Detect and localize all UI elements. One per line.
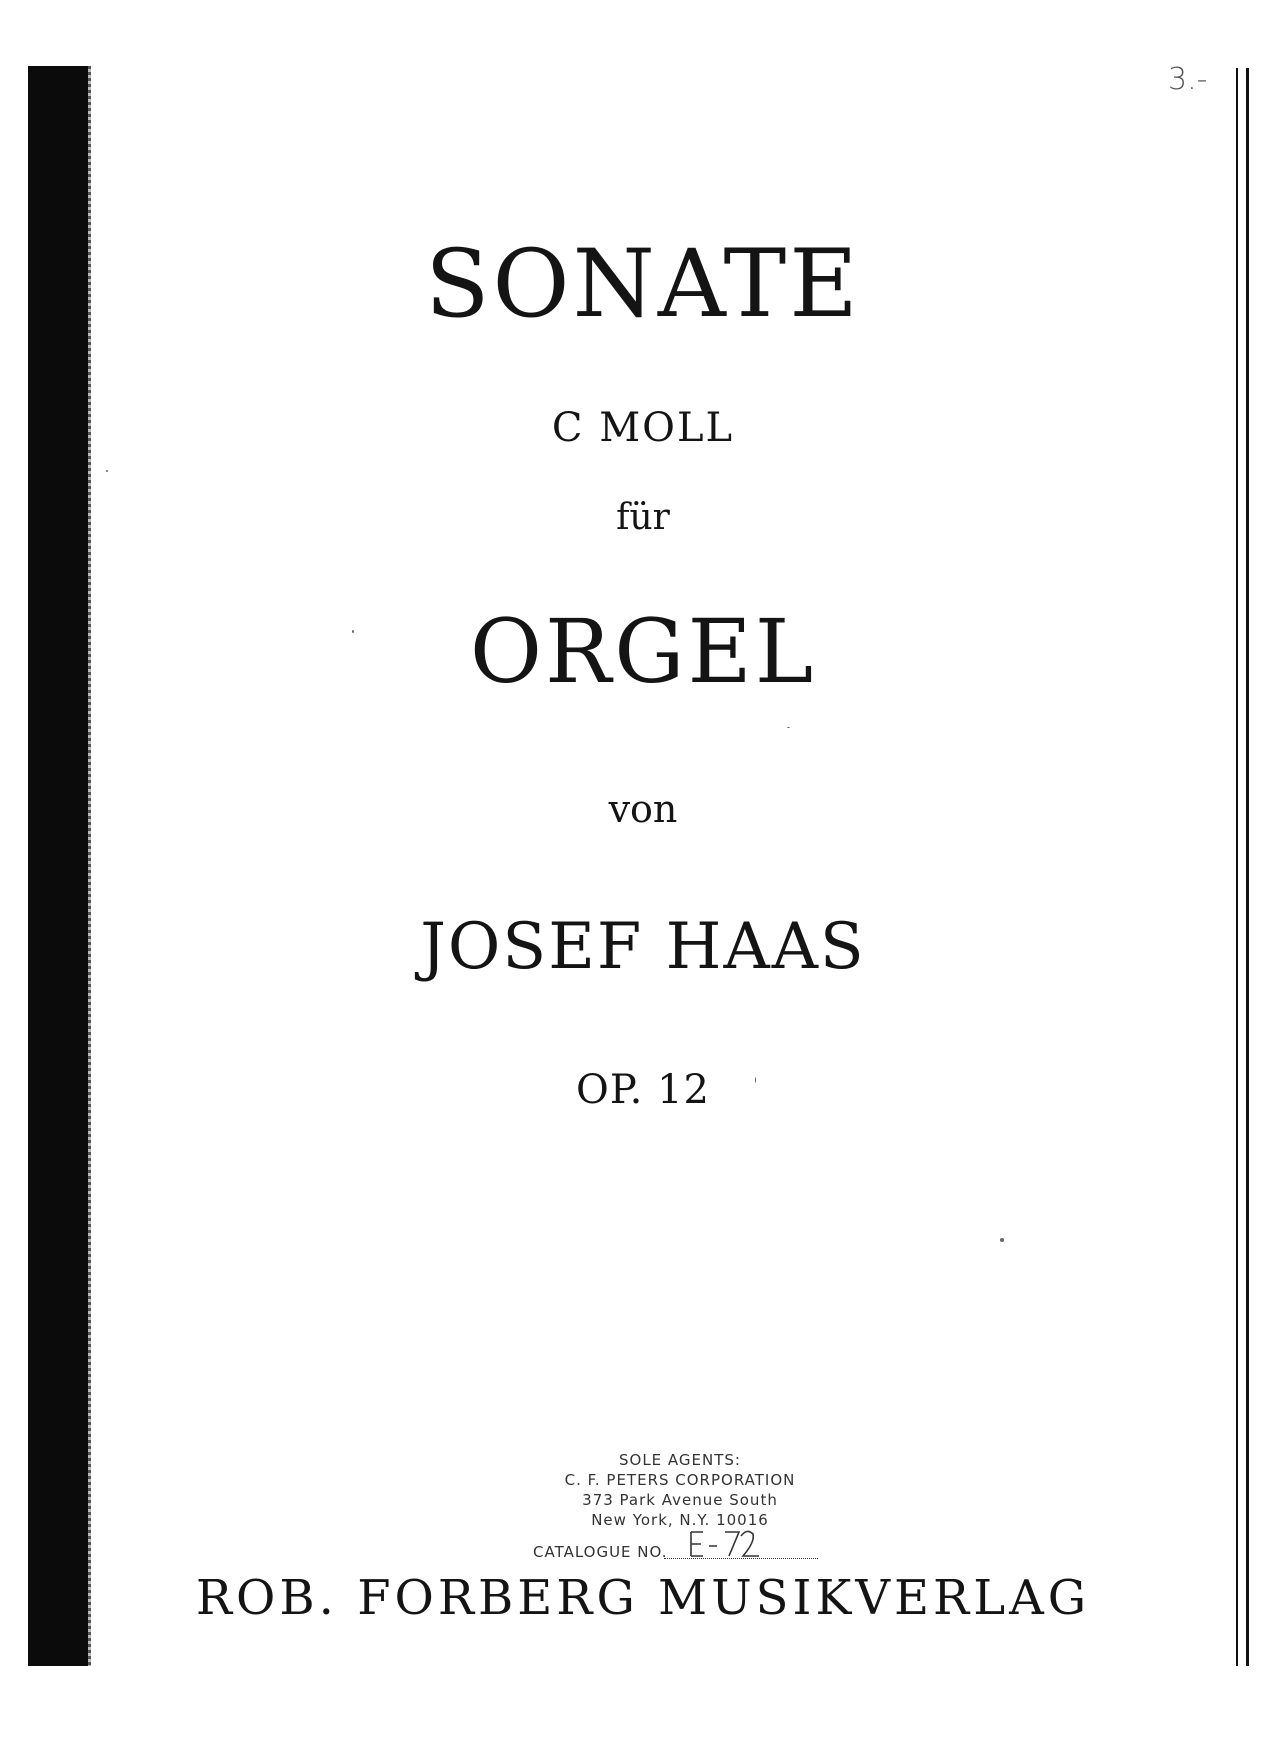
composer-name: JOSEF HAAS xyxy=(420,910,866,984)
key-signature: C MOLL xyxy=(551,405,735,451)
stamp-line: 373 Park Avenue South xyxy=(582,1491,778,1509)
scan-speck xyxy=(787,727,790,728)
scan-speck xyxy=(106,470,108,472)
instrument-title: ORGEL xyxy=(469,600,817,703)
agent-stamp xyxy=(520,1450,840,1530)
scan-speck xyxy=(352,630,354,633)
for-word: für xyxy=(616,497,670,538)
work-title: SONATE xyxy=(425,230,861,339)
opus-number: OP. 12 xyxy=(576,1067,710,1113)
stamp-line: SOLE AGENTS: xyxy=(619,1451,741,1469)
handwritten-price: 3.- xyxy=(1168,62,1208,97)
stamp-line: C. F. PETERS CORPORATION xyxy=(564,1471,796,1489)
stamp-line: New York, N.Y. 10016 xyxy=(591,1511,769,1529)
scan-speck xyxy=(1000,1238,1004,1242)
publisher-name: ROB. FORBERG MUSIKVERLAG xyxy=(195,1570,1091,1626)
catalogue-number-handwriting xyxy=(685,1522,765,1566)
scan-speck xyxy=(755,1077,756,1083)
catalogue-label: CATALOGUE NO. xyxy=(533,1543,668,1561)
by-word: von xyxy=(608,787,678,831)
